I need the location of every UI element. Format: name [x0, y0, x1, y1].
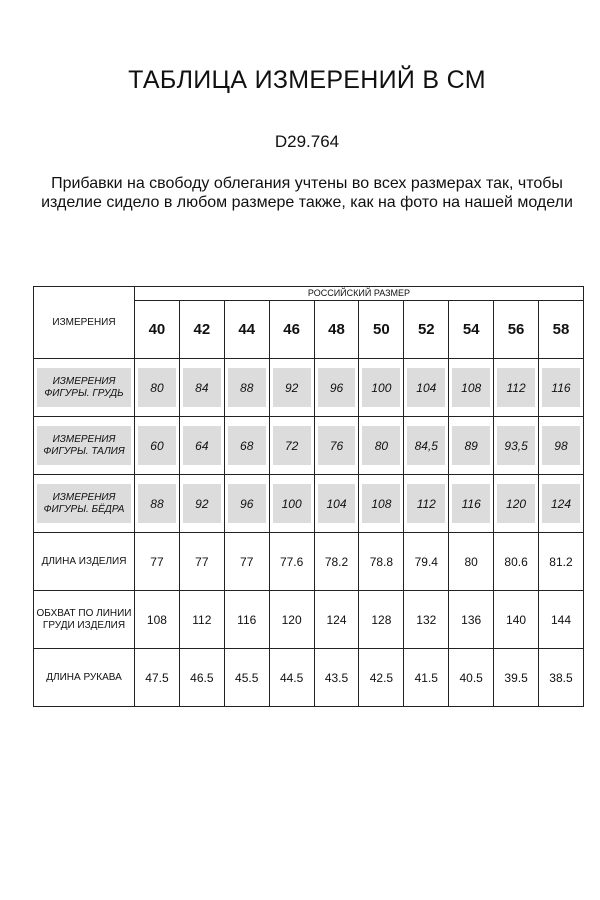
value-cell: 136 [449, 591, 494, 649]
value-cell: 124 [542, 484, 580, 523]
value-cell: 112 [407, 484, 445, 523]
table-row [34, 533, 584, 591]
table-cell [359, 475, 404, 533]
measure-header: ИЗМЕРЕНИЯ [34, 287, 135, 359]
value-cell: 96 [318, 368, 356, 407]
product-code: D29.764 [274, 132, 340, 151]
table-cell [404, 359, 449, 417]
table-cell [179, 417, 224, 475]
table-cell [494, 417, 539, 475]
value-cell: 78.8 [359, 533, 404, 591]
row-label: ИЗМЕРЕНИЯ ФИГУРЫ. ГРУДЬ [37, 368, 131, 407]
value-cell: 80 [362, 426, 400, 465]
table-row [34, 591, 584, 649]
table-cell [404, 417, 449, 475]
value-cell: 78.2 [314, 533, 359, 591]
value-cell: 41.5 [404, 649, 449, 707]
table-cell [314, 359, 359, 417]
size-cell: 56 [494, 301, 539, 359]
value-cell: 144 [539, 591, 584, 649]
size-cell: 58 [539, 301, 584, 359]
value-cell: 40.5 [449, 649, 494, 707]
table-cell [449, 359, 494, 417]
value-cell: 88 [228, 368, 266, 407]
value-cell: 76 [318, 426, 356, 465]
table-cell [449, 417, 494, 475]
table-cell [135, 475, 180, 533]
value-cell: 84 [183, 368, 221, 407]
size-table [33, 286, 584, 707]
table-cell [34, 359, 135, 417]
fit-note: Прибавки на свободу облегания учтены во всех размерах так, чтобы изделие сидело в любом размере также, как на фото на нашей модели [41, 175, 573, 211]
table-cell [494, 475, 539, 533]
value-cell: 77.6 [269, 533, 314, 591]
value-cell: 80.6 [494, 533, 539, 591]
value-cell: 47.5 [135, 649, 180, 707]
value-cell: 92 [273, 368, 311, 407]
row-label: ИЗМЕРЕНИЯ ФИГУРЫ. ТАЛИЯ [37, 426, 131, 465]
value-cell: 104 [318, 484, 356, 523]
size-cell: 40 [135, 301, 180, 359]
value-cell: 77 [179, 533, 224, 591]
table-cell [269, 417, 314, 475]
table-cell [539, 417, 584, 475]
value-cell: 81.2 [539, 533, 584, 591]
size-cell: 50 [359, 301, 404, 359]
value-cell: 108 [135, 591, 180, 649]
value-cell: 80 [138, 368, 176, 407]
value-cell: 108 [362, 484, 400, 523]
value-cell: 108 [452, 368, 490, 407]
size-cell: 54 [449, 301, 494, 359]
table-cell [449, 475, 494, 533]
value-cell: 116 [542, 368, 580, 407]
value-cell: 46.5 [179, 649, 224, 707]
value-cell: 120 [497, 484, 535, 523]
value-cell: 44.5 [269, 649, 314, 707]
value-cell: 45.5 [224, 649, 269, 707]
size-cell: 44 [224, 301, 269, 359]
value-cell: 104 [407, 368, 445, 407]
table-cell [179, 359, 224, 417]
value-cell: 39.5 [494, 649, 539, 707]
value-cell: 100 [362, 368, 400, 407]
table-cell [224, 475, 269, 533]
row-label: ИЗМЕРЕНИЯ ФИГУРЫ. БЁДРА [37, 484, 131, 523]
table-cell [314, 417, 359, 475]
value-cell: 132 [404, 591, 449, 649]
value-cell: 80 [449, 533, 494, 591]
table-cell [269, 359, 314, 417]
value-cell: 112 [179, 591, 224, 649]
size-group-header: РОССИЙСКИЙ РАЗМЕР [135, 287, 584, 301]
table-cell [34, 475, 135, 533]
row-label: ДЛИНА РУКАВА [34, 649, 135, 707]
table-row [34, 359, 584, 417]
value-cell: 38.5 [539, 649, 584, 707]
size-cell: 42 [179, 301, 224, 359]
value-cell: 124 [314, 591, 359, 649]
table-cell [359, 417, 404, 475]
value-cell: 98 [542, 426, 580, 465]
value-cell: 88 [138, 484, 176, 523]
value-cell: 79.4 [404, 533, 449, 591]
table-cell [404, 475, 449, 533]
value-cell: 84,5 [407, 426, 445, 465]
value-cell: 128 [359, 591, 404, 649]
table-cell [179, 475, 224, 533]
table-cell [314, 475, 359, 533]
table-cell [269, 475, 314, 533]
table-row [34, 649, 584, 707]
value-cell: 96 [228, 484, 266, 523]
value-cell: 116 [452, 484, 490, 523]
value-cell: 77 [224, 533, 269, 591]
value-cell: 43.5 [314, 649, 359, 707]
value-cell: 68 [228, 426, 266, 465]
table-cell [494, 359, 539, 417]
value-cell: 116 [224, 591, 269, 649]
size-cell: 46 [269, 301, 314, 359]
table-cell [135, 359, 180, 417]
table-cell [34, 417, 135, 475]
value-cell: 120 [269, 591, 314, 649]
table-row [34, 475, 584, 533]
value-cell: 92 [183, 484, 221, 523]
table-row [34, 417, 584, 475]
page-title: ТАБЛИЦА ИЗМЕРЕНИЙ В СМ [128, 66, 486, 94]
table-cell [539, 475, 584, 533]
value-cell: 60 [138, 426, 176, 465]
size-cell: 52 [404, 301, 449, 359]
table-cell [359, 359, 404, 417]
value-cell: 64 [183, 426, 221, 465]
value-cell: 93,5 [497, 426, 535, 465]
table-cell [539, 359, 584, 417]
size-cell: 48 [314, 301, 359, 359]
value-cell: 89 [452, 426, 490, 465]
value-cell: 112 [497, 368, 535, 407]
value-cell: 42.5 [359, 649, 404, 707]
table-cell [224, 359, 269, 417]
value-cell: 77 [135, 533, 180, 591]
value-cell: 100 [273, 484, 311, 523]
row-label: ОБХВАТ ПО ЛИНИИ ГРУДИ ИЗДЕЛИЯ [34, 591, 135, 649]
value-cell: 72 [273, 426, 311, 465]
value-cell: 140 [494, 591, 539, 649]
table-cell [224, 417, 269, 475]
table-cell [135, 417, 180, 475]
row-label: ДЛИНА ИЗДЕЛИЯ [34, 533, 135, 591]
